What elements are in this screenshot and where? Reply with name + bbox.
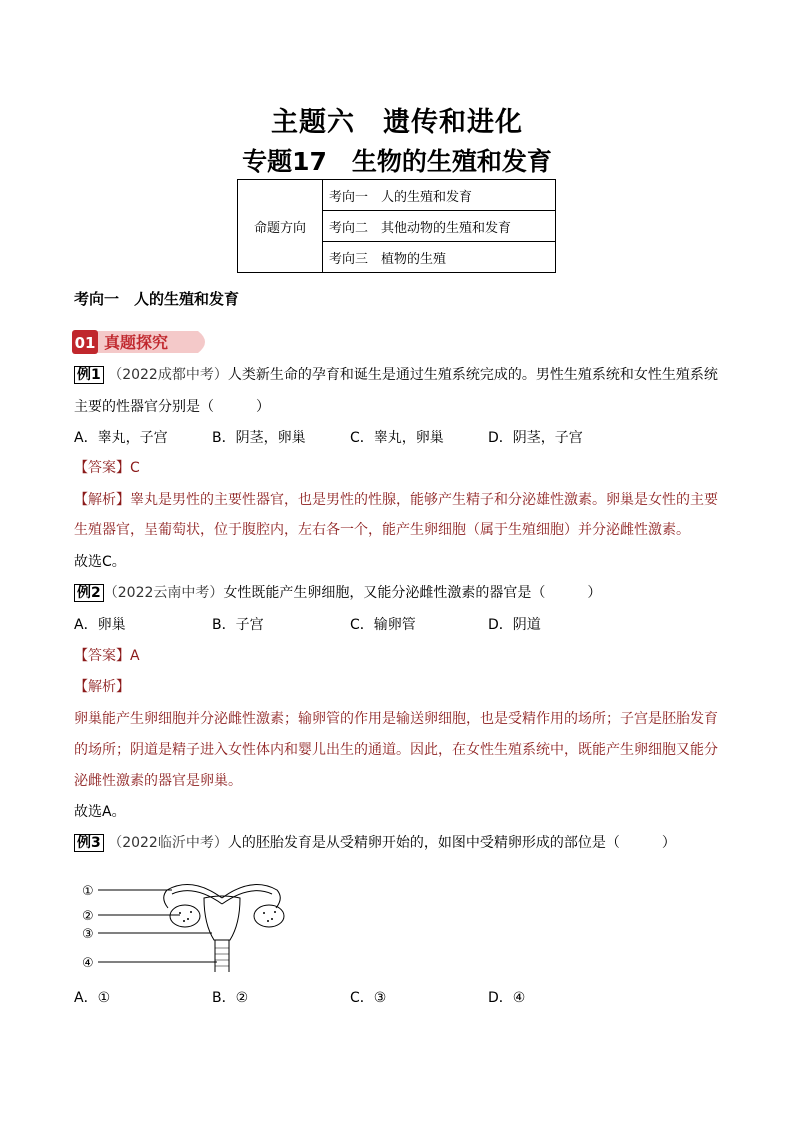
q2-option-b: B．子宫 xyxy=(212,617,264,633)
banner-number: 01 xyxy=(74,334,96,352)
q1-option-a: A．睾丸，子宫 xyxy=(74,430,168,446)
vagina xyxy=(215,940,229,972)
direction-item-1: 考向一 人的生殖和发育 xyxy=(323,180,556,211)
q2-label: 例2 xyxy=(74,584,104,602)
directions-label: 命题方向 xyxy=(238,180,323,273)
q3-option-d: D．④ xyxy=(488,990,526,1006)
q1-options xyxy=(74,428,626,448)
q3-option-b: B．② xyxy=(212,990,249,1006)
q3-option-c: C．③ xyxy=(350,990,387,1006)
q1-label: 例1 xyxy=(74,366,104,384)
ovary-dot xyxy=(263,912,265,914)
ovary-dot xyxy=(183,920,185,922)
q2-options xyxy=(74,615,626,635)
q1-analysis-2: 生殖器官，呈葡萄状，位于腹腔内，左右各一个，能产生卵细胞（属于生殖细胞）并分泌雌性激素。 xyxy=(74,522,690,538)
page-subtitle: 专题17 生物的生殖和发育 xyxy=(242,147,552,176)
q1-option-c: C．睾丸，卵巢 xyxy=(350,430,444,446)
direction-item-3: 考向三 植物的生殖 xyxy=(323,242,556,273)
q1-source: （2022成都中考） xyxy=(108,367,228,383)
ovary-dot xyxy=(271,918,273,920)
q2-analysis-title: 【解析】 xyxy=(74,679,130,695)
q1-analysis-1: 【解析】睾丸是男性的主要性器官，也是男性的性腺，能够产生精子和分泌雄性激素。卵巢是女性的主要 xyxy=(74,492,718,508)
q1-conclusion: 故选C。 xyxy=(74,554,126,570)
figure-label-2: ② xyxy=(82,909,94,924)
section-banner xyxy=(70,329,212,355)
q3-options xyxy=(74,988,626,1008)
q2-text: 女性既能产生卵细胞，又能分泌雌性激素的器官是（ ） xyxy=(223,585,602,601)
figure-label-1: ① xyxy=(82,884,94,899)
q3-line-1 xyxy=(74,833,676,853)
q3-source: （2022临沂中考） xyxy=(108,835,228,851)
directions-table xyxy=(237,179,556,273)
q1-answer: 【答案】C xyxy=(74,460,140,476)
q1-text: 人类新生命的孕育和诞生是通过生殖系统完成的。男性生殖系统和女性生殖系统 xyxy=(227,367,718,383)
direction-item-2: 考向二 其他动物的生殖和发育 xyxy=(323,211,556,242)
ovary-dot xyxy=(274,911,276,913)
ovary-dot xyxy=(190,911,192,913)
q2-answer: 【答案】A xyxy=(74,648,140,664)
q1-line-1 xyxy=(74,365,718,385)
q2-analysis-1: 卵巢能产生卵细胞并分泌雌性激素；输卵管的作用是输送卵细胞，也是受精作用的场所；子宫是胚胎发育 xyxy=(74,711,718,727)
vagina-folds xyxy=(215,948,229,966)
reproductive-system-figure xyxy=(72,868,312,976)
q2-option-c: C．输卵管 xyxy=(350,617,416,633)
q2-option-a: A．卵巢 xyxy=(74,617,126,633)
banner-text: 真题探究 xyxy=(104,333,169,352)
q2-source: （2022云南中考） xyxy=(103,585,224,601)
q2-line-1 xyxy=(74,583,601,603)
q2-conclusion: 故选A。 xyxy=(74,804,126,820)
figure-label-3: ③ xyxy=(82,927,94,942)
q3-label: 例3 xyxy=(74,834,104,852)
left-ovary xyxy=(170,905,200,927)
section-title: 考向一 人的生殖和发育 xyxy=(74,290,240,308)
ovary-dot xyxy=(267,920,269,922)
q2-option-d: D．阴道 xyxy=(488,617,541,633)
q1-option-b: B．阴茎，卵巢 xyxy=(212,430,306,446)
right-ovary xyxy=(254,905,284,927)
q1-option-d: D．阴茎，子宫 xyxy=(488,430,583,446)
q1-line-2: 主要的性器官分别是（ ） xyxy=(74,399,270,415)
q3-text: 人的胚胎发育是从受精卵开始的，如图中受精卵形成的部位是（ ） xyxy=(227,835,676,851)
ovary-dot xyxy=(179,912,181,914)
page-title: 主题六 遗传和进化 xyxy=(271,107,523,138)
q2-analysis-2: 的场所；阴道是精子进入女性体内和婴儿出生的通道。因此，在女性生殖系统中，既能产生卵细胞又能分 xyxy=(74,742,718,758)
ovary-dot xyxy=(187,918,189,920)
q2-analysis-3: 泌雌性激素的器官是卵巢。 xyxy=(74,773,242,789)
q3-option-a: A．① xyxy=(74,990,111,1006)
figure-label-4: ④ xyxy=(82,956,94,971)
